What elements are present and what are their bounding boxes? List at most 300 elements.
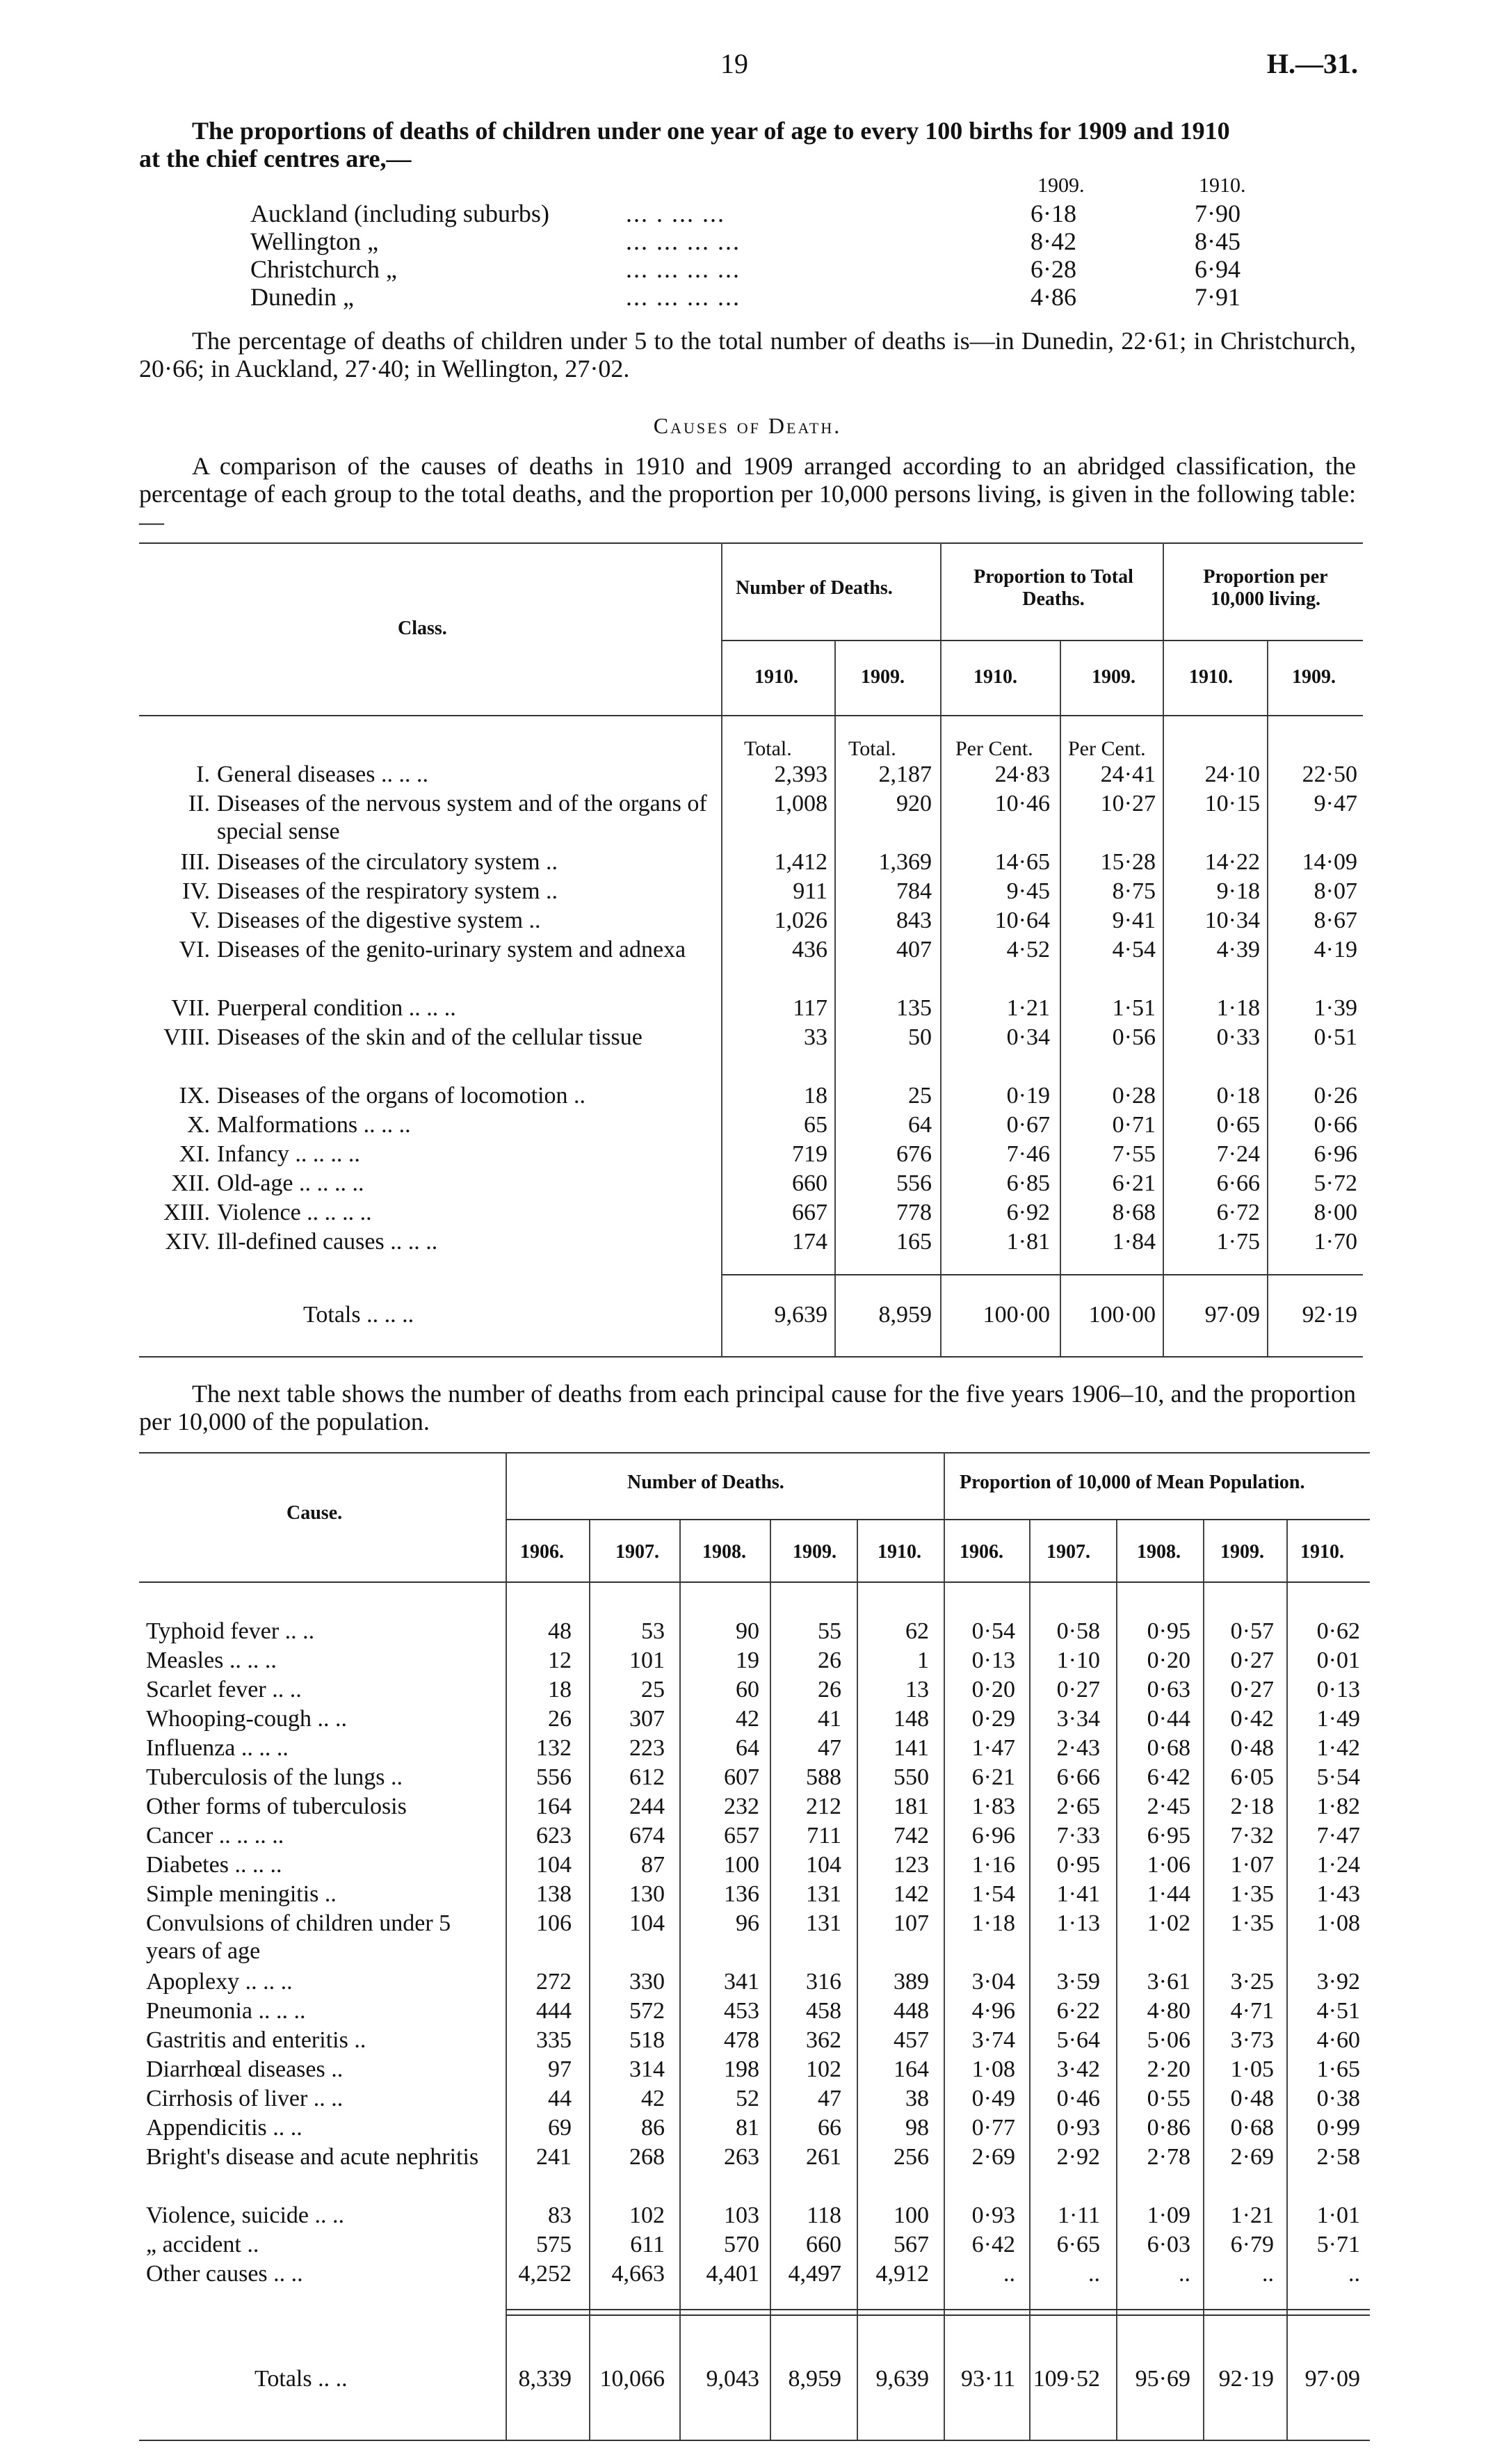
infant-mortality-row [0, 282, 1495, 310]
cell-value: 268 [629, 2144, 665, 2170]
total-value: 10,066 [599, 2366, 665, 2392]
class-name: Infancy .. .. .. .. [217, 1141, 360, 1167]
cell-value: 567 [894, 2232, 929, 2257]
column-header-proportion-population: Proportion of 10,000 of Mean Population. [960, 1472, 1305, 1493]
cell-value: 335 [536, 2027, 572, 2053]
cell-r1909: 0·66 [1314, 1112, 1357, 1138]
total-value: 9,043 [706, 2366, 759, 2392]
cell-value: 4·71 [1230, 1998, 1274, 2024]
cell-value: 1·11 [1057, 2203, 1100, 2228]
total-value: 8,959 [788, 2366, 841, 2392]
table-row [0, 790, 1495, 848]
cell-p1910: 0·19 [1006, 1083, 1050, 1109]
class-name: Old-age .. .. .. .. [217, 1170, 364, 1196]
cell-value: 181 [894, 1794, 929, 1819]
cause-name: Measles .. .. .. [146, 1648, 277, 1673]
cause-name: Gastritis and enteritis .. [146, 2027, 366, 2053]
cell-value: 1·02 [1147, 1910, 1190, 1936]
cell-value: 1·09 [1147, 2203, 1190, 2228]
total-value: 109·52 [1033, 2366, 1100, 2392]
table-row [0, 2231, 1495, 2260]
cell-value: 6·42 [1147, 1764, 1190, 1790]
cell-value: 623 [536, 1823, 572, 1849]
cell-value: 0·77 [971, 2115, 1015, 2141]
cell-d1910: 667 [792, 1200, 827, 1225]
total-value: 93·11 [960, 2366, 1015, 2392]
cell-value: 0·58 [1056, 1618, 1100, 1644]
table-row [0, 1705, 1495, 1734]
cell-value: 256 [894, 2144, 929, 2170]
column-subheader: Per Cent. [1068, 737, 1146, 760]
cell-d1909: 784 [896, 878, 932, 904]
cell-d1910: 911 [793, 878, 827, 904]
cell-d1910: 719 [792, 1141, 827, 1167]
cell-value: 3·04 [971, 1969, 1015, 1995]
cell-r1909: 1·39 [1314, 995, 1357, 1021]
cell-value: 0·20 [1147, 1648, 1190, 1673]
cell-value: 7·32 [1230, 1823, 1274, 1849]
total-p1909: 100·00 [1088, 1302, 1156, 1328]
table-row [0, 2143, 1495, 2202]
city-name: Wellington „ [250, 227, 379, 255]
table-row [0, 848, 1495, 878]
cell-r1910: 4·39 [1216, 937, 1260, 963]
cause-name: Tuberculosis of the lungs .. [146, 1764, 403, 1790]
cell-r1910: 6·72 [1216, 1200, 1260, 1225]
cell-value: 100 [894, 2203, 929, 2228]
cell-value: 164 [894, 2056, 929, 2082]
cell-value: 1·07 [1230, 1852, 1274, 1878]
infant-mortality-intro [139, 117, 1355, 172]
cell-value: 674 [629, 1823, 665, 1849]
cell-value: 263 [724, 2144, 759, 2170]
cell-value: 60 [736, 1677, 759, 1702]
cell-value: 103 [724, 2203, 759, 2228]
cell-p1909: 8·68 [1112, 1200, 1156, 1225]
cell-p1909: 7·55 [1112, 1141, 1156, 1167]
leader-dots: ... ... ... ... [626, 283, 741, 311]
totals-label: Totals .. .. .. [303, 1302, 414, 1328]
cell-value: 5·54 [1316, 1764, 1360, 1790]
cell-value: 4·51 [1316, 1998, 1360, 2024]
cell-value: 1·35 [1230, 1881, 1274, 1907]
cell-value: 4,401 [706, 2261, 759, 2287]
cell-value: 148 [894, 1706, 929, 1732]
cell-value: 3·34 [1056, 1706, 1100, 1732]
cell-value: 1·42 [1316, 1735, 1360, 1761]
table-row [0, 2027, 1495, 2056]
cell-d1909: 135 [896, 995, 932, 1021]
cell-value: 711 [807, 1823, 841, 1849]
cell-value: 3·92 [1316, 1969, 1360, 1995]
table-row [0, 995, 1495, 1024]
cell-value: 212 [806, 1794, 841, 1819]
class-number: XI. [179, 1141, 210, 1167]
cell-p1910: 14·65 [994, 849, 1050, 875]
rate-1910: 8·45 [1195, 227, 1241, 255]
cell-value: 0·95 [1147, 1618, 1190, 1644]
cell-value: 6·79 [1230, 2232, 1274, 2257]
cell-value: 97 [548, 2056, 572, 2082]
cause-name: Diarrhœal diseases .. [146, 2056, 344, 2082]
class-number: X. [186, 1112, 210, 1138]
cell-value: 1·35 [1230, 1910, 1274, 1936]
cell-value: 478 [724, 2027, 759, 2053]
cell-value: 86 [641, 2115, 665, 2141]
cause-name: Diabetes .. .. .. [146, 1852, 282, 1878]
cell-value: 101 [629, 1648, 665, 1673]
cell-value: 7·47 [1316, 1823, 1360, 1849]
infant-mortality-row [0, 199, 1495, 227]
cell-r1910: 0·65 [1216, 1112, 1260, 1138]
infant-mortality-row [0, 227, 1495, 255]
cell-value: 198 [724, 2056, 759, 2082]
table-row [0, 1851, 1495, 1881]
cell-value: 6·22 [1056, 1998, 1100, 2024]
cell-value: 6·05 [1230, 1764, 1274, 1790]
column-header-proportion-total: Proportion to Total Deaths. [973, 566, 1133, 610]
cell-value: 0·01 [1316, 1648, 1360, 1673]
cell-value: 0·86 [1147, 2115, 1190, 2141]
cell-p1909: 4·54 [1112, 937, 1156, 963]
cell-value: 0·54 [971, 1618, 1015, 1644]
cell-d1910: 1,008 [774, 791, 827, 816]
cell-value: 0·27 [1230, 1648, 1274, 1673]
cell-p1910: 6·92 [1006, 1200, 1050, 1225]
cell-p1910: 10·64 [994, 908, 1050, 933]
cell-value: 38 [905, 2086, 929, 2111]
cell-p1909: 8·75 [1112, 878, 1156, 904]
year-header: 1908. [1137, 1541, 1181, 1563]
cell-p1909: 0·71 [1112, 1112, 1156, 1138]
cell-value: 18 [548, 1677, 572, 1702]
cell-r1909: 0·51 [1314, 1024, 1357, 1050]
cell-r1910: 0·18 [1216, 1083, 1260, 1109]
class-name: Ill-defined causes .. .. .. [217, 1229, 438, 1255]
cell-value: 26 [818, 1648, 841, 1673]
cell-value: 1·05 [1230, 2056, 1274, 2082]
cell-value: 3·42 [1056, 2056, 1100, 2082]
table-row [0, 1024, 1495, 1082]
class-number: VI. [179, 937, 210, 963]
table-row [0, 1082, 1495, 1111]
cell-value: 1·65 [1316, 2056, 1360, 2082]
cell-d1909: 920 [896, 791, 932, 816]
cell-value: 87 [641, 1852, 665, 1878]
cause-name: Other forms of tuberculosis [146, 1794, 407, 1819]
cell-value: 453 [724, 1998, 759, 2024]
cell-value: 53 [641, 1618, 665, 1644]
cell-d1910: 65 [804, 1112, 827, 1138]
cell-value: 26 [818, 1677, 841, 1702]
cell-value: 1·13 [1056, 1910, 1100, 1936]
cell-value: 64 [736, 1735, 759, 1761]
cell-value: 2·43 [1056, 1735, 1100, 1761]
cell-value: 104 [629, 1910, 665, 1936]
cell-d1910: 174 [792, 1229, 827, 1255]
cause-name: Pneumonia .. .. .. [146, 1998, 306, 2024]
cell-r1910: 24·10 [1204, 762, 1260, 787]
cell-p1910: 1·81 [1006, 1229, 1050, 1255]
cell-r1909: 4·19 [1314, 937, 1357, 963]
cell-value: 1·44 [1147, 1881, 1190, 1907]
rate-1910: 7·90 [1195, 200, 1241, 227]
column-header-proportion-per-10000: Proportion per 10,000 living. [1203, 566, 1328, 610]
year-header: 1910. [1300, 1541, 1344, 1563]
cell-value: 0·48 [1230, 2086, 1274, 2111]
page-number: 19 [720, 48, 748, 79]
cell-d1909: 407 [896, 937, 932, 963]
leader-dots: ... ... ... ... [626, 227, 741, 255]
year-header: 1909. [1220, 1541, 1264, 1563]
cell-p1909: 6·21 [1112, 1170, 1156, 1196]
cell-p1910: 4·52 [1006, 937, 1050, 963]
cause-name: Whooping-cough .. .. [146, 1706, 347, 1732]
cell-value: 130 [629, 1881, 665, 1907]
class-name: Violence .. .. .. .. [217, 1200, 372, 1225]
cell-d1909: 556 [896, 1170, 932, 1196]
class-name: Puerperal condition .. .. .. [217, 995, 456, 1021]
cell-value: 4·60 [1316, 2027, 1360, 2053]
cell-value: 556 [536, 1764, 572, 1790]
cell-d1909: 778 [896, 1200, 932, 1225]
total-value: 9,639 [875, 2366, 929, 2392]
table-row [0, 1676, 1495, 1705]
cell-value: 2·20 [1147, 2056, 1190, 2082]
column-subheader: Total. [744, 737, 792, 760]
class-name: Diseases of the genito-urinary system and adnexa [217, 937, 686, 963]
class-name: Diseases of the skin and of the cellular tissue [217, 1024, 643, 1050]
cell-value: 3·73 [1230, 2027, 1274, 2053]
infant-mortality-table [0, 174, 1495, 327]
cell-value: 742 [894, 1823, 929, 1849]
cell-value: 6·03 [1147, 2232, 1190, 2257]
cell-value: 314 [629, 2056, 665, 2082]
cell-value: 96 [736, 1910, 759, 1936]
document-reference: H.—31. [1266, 48, 1358, 79]
cell-value: 5·71 [1316, 2232, 1360, 2257]
cell-p1910: 7·46 [1006, 1141, 1050, 1167]
cell-p1909: 0·56 [1112, 1024, 1156, 1050]
cell-p1909: 15·28 [1100, 849, 1156, 875]
table-row [0, 878, 1495, 907]
class-name: Malformations .. .. .. [217, 1112, 411, 1138]
cell-value: 575 [536, 2232, 572, 2257]
cell-value: 104 [806, 1852, 841, 1878]
cell-value: 0·38 [1316, 2086, 1360, 2111]
cell-value: 550 [894, 1764, 929, 1790]
cell-r1910: 1·18 [1216, 995, 1260, 1021]
cell-value: 1·54 [971, 1881, 1015, 1907]
cell-value: 102 [806, 2056, 841, 2082]
class-number: VII. [171, 995, 210, 1021]
class-number: IX. [179, 1083, 210, 1109]
cell-value: 0·49 [971, 2086, 1015, 2111]
class-name: Diseases of the nervous system and of the organs of special sense [217, 791, 707, 844]
class-name: Diseases of the circulatory system .. [217, 849, 558, 875]
cell-r1910: 14·22 [1204, 849, 1260, 875]
cell-d1910: 33 [804, 1024, 827, 1050]
cause-name: Convulsions of children under 5 years of age [146, 1910, 451, 1964]
cell-value: 6·96 [971, 1823, 1015, 1849]
class-name: Diseases of the organs of locomotion .. [217, 1083, 586, 1109]
column-subheader: Total. [848, 737, 896, 760]
cell-value: 25 [641, 1677, 665, 1702]
cell-value: .. [1088, 2261, 1100, 2287]
leader-dots: ... . ... ... [626, 200, 725, 227]
year-header: 1909. [793, 1541, 837, 1563]
year-header: 1910. [754, 666, 798, 688]
cell-value: 5·64 [1056, 2027, 1100, 2053]
cause-name: Apoplexy .. .. .. [146, 1969, 293, 1995]
cell-value: 141 [894, 1735, 929, 1761]
cell-r1909: 8·67 [1314, 908, 1357, 933]
cell-r1910: 0·33 [1216, 1024, 1260, 1050]
cell-value: 607 [724, 1764, 759, 1790]
cell-d1909: 676 [896, 1141, 932, 1167]
cell-value: 2·58 [1316, 2144, 1360, 2170]
cell-value: 0·29 [971, 1706, 1015, 1732]
cell-value: 3·61 [1147, 1969, 1190, 1995]
table-row [0, 1881, 1495, 1910]
cell-value: 3·59 [1056, 1969, 1100, 1995]
cell-value: 0·27 [1230, 1677, 1274, 1702]
cell-value: 102 [629, 2203, 665, 2228]
total-value: 97·09 [1304, 2366, 1360, 2392]
column-header-number-of-deaths: Number of Deaths. [627, 1472, 784, 1493]
class-number: XIV. [165, 1229, 210, 1255]
cell-value: 307 [629, 1706, 665, 1732]
cause-name: „ accident .. [146, 2232, 259, 2257]
cell-value: 106 [536, 1910, 572, 1936]
cell-value: 2·69 [1230, 2144, 1274, 2170]
cell-value: 232 [724, 1794, 759, 1819]
cell-r1910: 10·15 [1204, 791, 1260, 816]
cell-value: 132 [536, 1735, 572, 1761]
class-number: IV. [182, 878, 210, 904]
leader-dots: ... ... ... ... [626, 255, 741, 283]
total-r1910: 97·09 [1204, 1302, 1260, 1328]
rate-1910: 7·91 [1195, 283, 1241, 311]
cause-name: Cirrhosis of liver .. .. [146, 2086, 344, 2111]
cell-value: 572 [629, 1998, 665, 2024]
table-row [0, 1141, 1495, 1170]
cell-value: 42 [641, 2086, 665, 2111]
cell-value: 1·01 [1316, 2203, 1360, 2228]
causes-comparison-table [0, 542, 1495, 1356]
cell-p1910: 10·46 [994, 791, 1050, 816]
table-row [0, 1764, 1495, 1793]
class-name: General diseases .. .. .. [217, 762, 429, 787]
cell-value: 4·96 [971, 1998, 1015, 2024]
cell-value: 0·93 [1056, 2115, 1100, 2141]
year-header: 1909. [861, 666, 905, 688]
cell-r1910: 9·18 [1216, 878, 1260, 904]
class-number: III. [180, 849, 210, 875]
city-name: Christchurch „ [250, 255, 397, 283]
cell-value: 0·95 [1056, 1852, 1100, 1878]
intro-line-1: The proportions of deaths of children under one year of age to every 100 births for 1909 and 1910 [192, 117, 1230, 145]
cell-d1909: 2,187 [878, 762, 932, 787]
cell-value: 4,497 [788, 2261, 841, 2287]
class-number: VIII. [163, 1024, 210, 1050]
total-d1910: 9,639 [774, 1302, 827, 1328]
cell-r1910: 6·66 [1216, 1170, 1260, 1196]
cell-value: 6·65 [1056, 2232, 1100, 2257]
cell-value: 0·42 [1230, 1706, 1274, 1732]
cell-p1910: 0·34 [1006, 1024, 1050, 1050]
cell-p1910: 1·21 [1006, 995, 1050, 1021]
cause-name: Typhoid fever .. .. [146, 1618, 315, 1644]
table-row [0, 1910, 1495, 1968]
cell-value: 1·08 [1316, 1910, 1360, 1936]
cell-value: 6·42 [971, 2232, 1015, 2257]
class-name: Diseases of the respiratory system .. [217, 878, 558, 904]
column-header-number-of-deaths: Number of Deaths. [736, 577, 893, 599]
cell-value: 4,912 [875, 2261, 929, 2287]
totals-label: Totals .. .. [254, 2366, 348, 2392]
cell-value: 69 [548, 2115, 572, 2141]
cell-value: 362 [806, 2027, 841, 2053]
cell-value: 138 [536, 1881, 572, 1907]
cell-value: 4,663 [611, 2261, 665, 2287]
year-header: 1907. [1046, 1541, 1090, 1563]
cell-d1910: 660 [792, 1170, 827, 1196]
cell-value: 448 [894, 1998, 929, 2024]
table-row [0, 1822, 1495, 1851]
cell-value: 0·99 [1316, 2115, 1360, 2141]
cell-p1909: 9·41 [1112, 908, 1156, 933]
year-header: 1909. [1292, 666, 1336, 688]
cell-value: 0·68 [1230, 2115, 1274, 2141]
intro-line-2: at the chief centres are,— [139, 145, 412, 172]
total-p1910: 100·00 [983, 1302, 1050, 1328]
table-row [0, 1228, 1495, 1257]
cell-value: 41 [818, 1706, 841, 1732]
cell-d1910: 2,393 [774, 762, 827, 787]
cell-value: 100 [724, 1852, 759, 1878]
cause-name: Scarlet fever .. .. [146, 1677, 302, 1702]
cell-value: 261 [806, 2144, 841, 2170]
cell-value: .. [1003, 2261, 1015, 2287]
cell-value: 1·16 [971, 1852, 1015, 1878]
cell-value: 1·10 [1056, 1648, 1100, 1673]
cell-value: 612 [629, 1764, 665, 1790]
cell-value: 0·62 [1316, 1618, 1360, 1644]
table-row [0, 761, 1495, 790]
table-row [0, 2085, 1495, 2114]
total-value: 92·19 [1218, 2366, 1274, 2392]
cell-r1910: 7·24 [1216, 1141, 1260, 1167]
rate-1909: 4·86 [1031, 283, 1076, 311]
cell-r1909: 5·72 [1314, 1170, 1357, 1196]
cell-p1909: 1·84 [1112, 1229, 1156, 1255]
cell-value: 98 [905, 2115, 929, 2141]
cell-value: 0·20 [971, 1677, 1015, 1702]
cause-name: Other causes .. .. [146, 2261, 303, 2287]
table-row [0, 1170, 1495, 1199]
class-number: XII. [171, 1170, 210, 1196]
cell-value: 241 [536, 2144, 572, 2170]
cause-name: Appendicitis .. .. [146, 2115, 302, 2141]
cell-value: 131 [806, 1881, 841, 1907]
cell-r1909: 14·09 [1302, 849, 1357, 875]
cell-value: 657 [724, 1823, 759, 1849]
cell-value: 316 [806, 1969, 841, 1995]
table-row [0, 907, 1495, 936]
column-header-class: Class. [398, 618, 447, 639]
table-row [0, 1111, 1495, 1141]
